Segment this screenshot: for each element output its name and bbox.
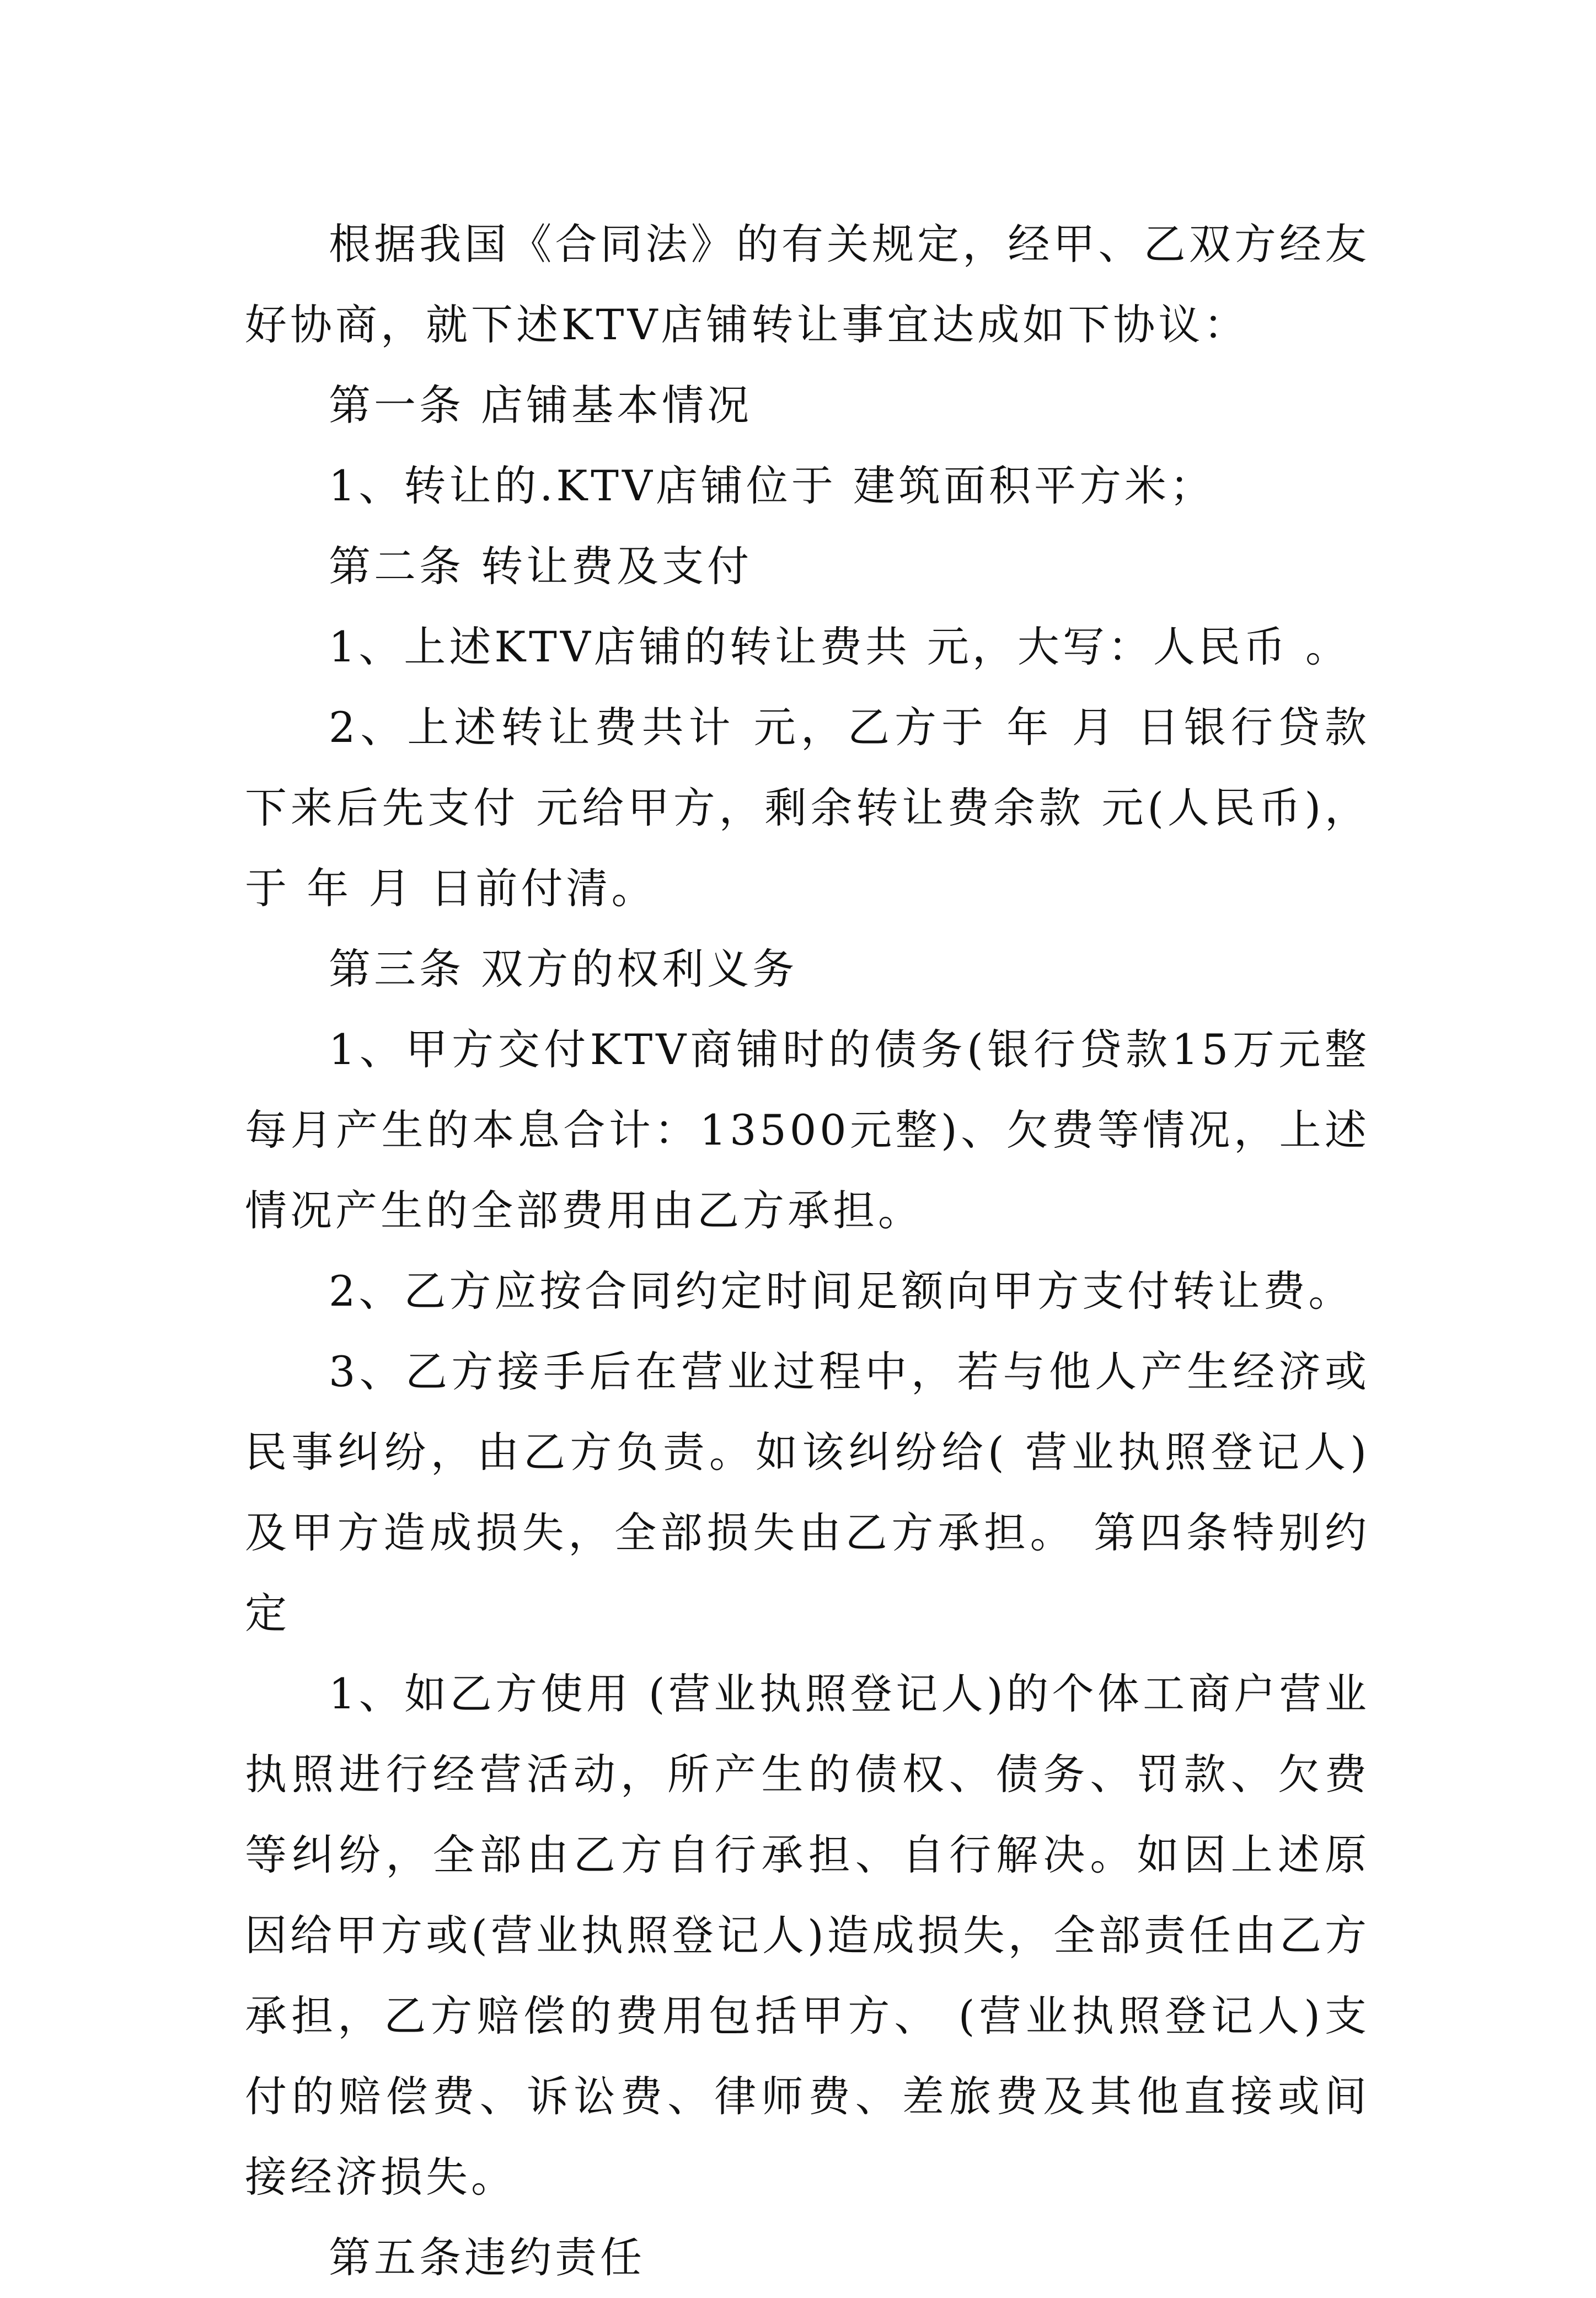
- article-1-clause-1: 1、转让的.KTV店铺位于 建筑面积平方米；: [329, 461, 1215, 510]
- article-2-clause-1: 1、上述KTV店铺的转让费共 元，大写：人民币 。: [329, 622, 1351, 671]
- article-2-heading: 第二条 转让费及支付: [329, 542, 753, 591]
- article-1-heading: 第一条 店铺基本情况: [329, 381, 753, 430]
- article-3-clause-1: 1、甲方交付KTV商铺时的债务(银行贷款15万元整每月产生的本息合计：13500元整)、欠费等情况，上述情况产生的全部费用由乙方承担。: [245, 1025, 1370, 1235]
- article-3-heading: 第三条 双方的权利义务: [329, 944, 798, 993]
- preamble-paragraph: 根据我国《合同法》的有关规定，经甲、乙双方经友好协商，就下述KTV店铺转让事宜达成如下协议：: [245, 220, 1370, 349]
- article-4-clause-1: 1、如乙方使用 (营业执照登记人)的个体工商户营业执照进行经营活动，所产生的债权、债务、罚款、欠费等纠纷，全部由乙方自行承担、自行解决。如因上述原因给甲方或(营业执照登记人)造成损失，全部责任由乙方承担，乙方赔偿的费用包括甲方、 (营业执照登记人)支付的赔偿费、诉讼费、律师费、差旅费及其他直接或间接经济损失。: [245, 1669, 1370, 2201]
- article-3-clause-2: 2、乙方应按合同约定时间足额向甲方支付转让费。: [329, 1266, 1354, 1316]
- article-5-heading: 第五条违约责任: [329, 2233, 645, 2282]
- contract-body: [245, 204, 1370, 2298]
- article-2-clause-2: 2、上述转让费共计 元，乙方于 年 月 日银行贷款下来后先支付 元给甲方，剩余转让费余款 元(人民币)，于 年 月 日前付清。: [245, 703, 1370, 913]
- article-3-clause-3: 3、乙方接手后在营业过程中，若与他人产生经济或民事纠纷，由乙方负责。如该纠纷给( 营业执照登记人)及甲方造成损失，全部损失由乙方承担。 第四条特别约定: [245, 1347, 1370, 1638]
